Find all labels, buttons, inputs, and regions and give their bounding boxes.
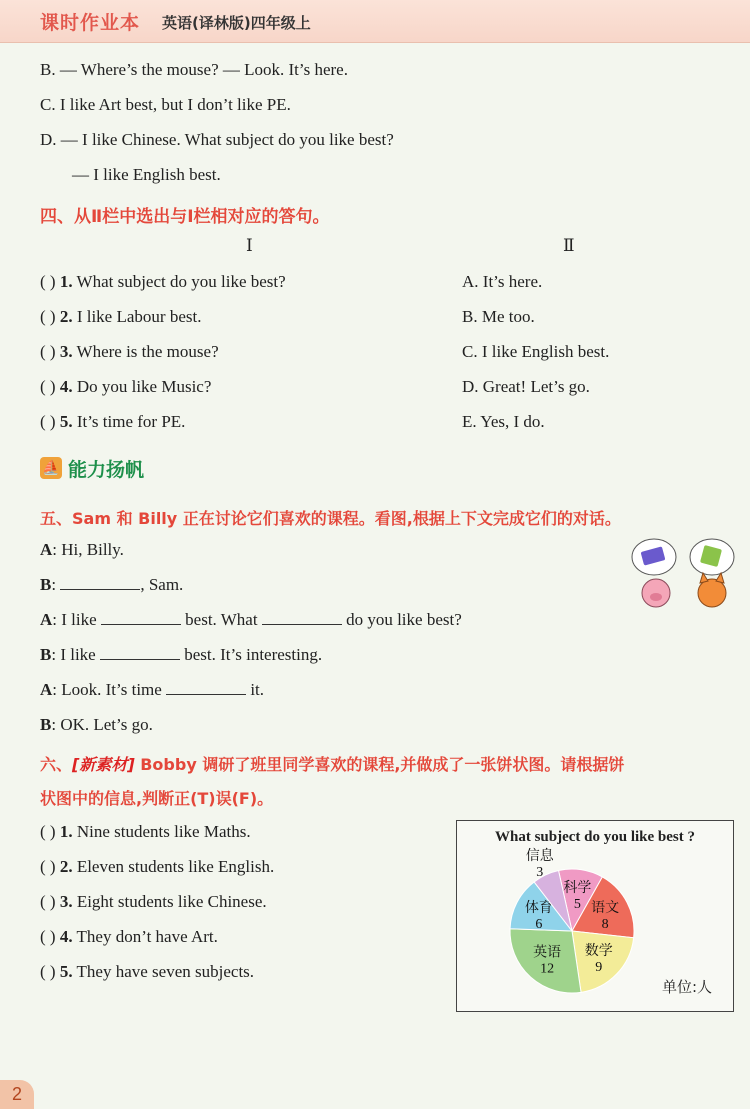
option-d-line1: D. — I like Chinese. What subject do you like best? xyxy=(40,130,394,149)
dialogue-text: best. What xyxy=(180,610,262,629)
answer-paren[interactable]: ( ) xyxy=(40,927,56,946)
sail-icon: ⛵ xyxy=(40,457,62,479)
section4-row xyxy=(40,342,219,362)
brand-title: 课时作业本 xyxy=(40,12,141,34)
statement-text: Eight students like Chinese. xyxy=(76,892,267,911)
answer-paren[interactable]: ( ) xyxy=(40,307,56,326)
pie-slice-2 xyxy=(572,931,634,992)
dialogue-text: : Look. It’s time xyxy=(52,680,167,699)
dialogue-line xyxy=(40,575,183,595)
speaker: A xyxy=(40,680,53,699)
speaker: B xyxy=(40,575,52,594)
section4-row xyxy=(40,307,201,327)
item-number: 5. xyxy=(59,412,73,431)
item-number: 4. xyxy=(59,377,73,396)
dialogue-line xyxy=(40,680,264,700)
section6-number: 六、 xyxy=(40,755,73,774)
cat-character xyxy=(698,579,726,607)
item-number: 1. xyxy=(59,822,73,841)
statement-text: They don’t have Art. xyxy=(76,927,218,946)
question-text: It’s time for PE. xyxy=(76,412,186,431)
statement-text: Eleven students like English. xyxy=(76,857,275,876)
item-number: 3. xyxy=(59,892,73,911)
section4-title: 四、从Ⅱ栏中选出与Ⅰ栏相对应的答句。 xyxy=(40,207,330,227)
item-number: 1. xyxy=(59,272,73,291)
ability-banner xyxy=(40,455,144,481)
fill-blank[interactable] xyxy=(262,623,342,625)
section4-row xyxy=(40,377,211,397)
answer-paren[interactable]: ( ) xyxy=(40,822,56,841)
answer-paren[interactable]: ( ) xyxy=(40,892,56,911)
dialogue-line xyxy=(40,715,153,735)
pie-label: 英语 xyxy=(533,944,562,961)
dialogue-text: : Hi, Billy. xyxy=(52,540,124,559)
answer-option: D. Great! Let’s go. xyxy=(462,377,590,396)
section6-title-line2: 状图中的信息,判断正(T)误(F)。 xyxy=(40,789,274,808)
dialogue-line xyxy=(40,610,462,630)
answer-paren[interactable]: ( ) xyxy=(40,412,56,431)
chart-title: What subject do you like best ? xyxy=(494,829,696,845)
pie-label: 语文 xyxy=(591,899,620,916)
dialogue-text: : xyxy=(51,575,61,594)
pie-value: 8 xyxy=(601,916,609,932)
question-text: I like Labour best. xyxy=(76,307,202,326)
dialogue-text: , Sam. xyxy=(140,575,184,594)
dialogue-text: best. It’s interesting. xyxy=(179,645,323,664)
book-subtitle: 英语(译林版)四年级上 xyxy=(162,14,311,32)
dialogue-text: it. xyxy=(246,680,265,699)
pie-value: 6 xyxy=(535,916,543,932)
dialogue-text: : I like xyxy=(52,610,101,629)
statement-text: Nine students like Maths. xyxy=(76,822,251,841)
pie-value: 3 xyxy=(536,865,544,881)
dialogue-text: : I like xyxy=(51,645,100,664)
item-number: 3. xyxy=(59,342,73,361)
pie-label: 数学 xyxy=(584,942,613,959)
answer-option: B. Me too. xyxy=(462,307,535,326)
dialogue-text: : OK. Let’s go. xyxy=(51,715,153,734)
section4-row xyxy=(40,272,286,292)
answer-option: A. It’s here. xyxy=(462,272,543,291)
option-d-line2: — I like English best. xyxy=(72,165,221,184)
option-b: B. — Where’s the mouse? — Look. It’s here. xyxy=(40,60,348,79)
fill-blank[interactable] xyxy=(100,658,180,660)
judge-row xyxy=(40,892,267,912)
pie-chart-box xyxy=(456,820,734,1012)
pie-label: 科学 xyxy=(563,880,592,897)
pie-value: 5 xyxy=(573,897,581,913)
answer-option: E. Yes, I do. xyxy=(462,412,545,431)
pie-label: 信息 xyxy=(525,848,554,865)
dialogue-text: do you like best? xyxy=(341,610,462,629)
pie-value: 12 xyxy=(540,961,555,977)
cartoon-illustration xyxy=(628,535,738,620)
fill-blank[interactable] xyxy=(60,588,140,590)
dialogue-line xyxy=(40,645,322,665)
judge-row xyxy=(40,857,274,877)
question-text: What subject do you like best? xyxy=(76,272,286,291)
speaker: A xyxy=(40,610,53,629)
speaker: A xyxy=(40,540,53,559)
judge-row xyxy=(40,962,254,982)
page-header xyxy=(0,0,750,43)
answer-option: C. I like English best. xyxy=(462,342,610,361)
item-number: 4. xyxy=(59,927,73,946)
answer-paren[interactable]: ( ) xyxy=(40,857,56,876)
speaker: B xyxy=(40,715,52,734)
answer-paren[interactable]: ( ) xyxy=(40,342,56,361)
judge-row xyxy=(40,927,218,947)
new-material-tag: [新素材] xyxy=(72,755,135,774)
page-number: 2 xyxy=(0,1080,34,1109)
pig-snout xyxy=(650,593,662,601)
fill-blank[interactable] xyxy=(101,623,181,625)
section6-title-text: Bobby 调研了班里同学喜欢的课程,并做成了一张饼状图。请根据饼 xyxy=(134,755,625,774)
speaker: B xyxy=(40,645,52,664)
dialogue-line xyxy=(40,540,124,560)
section4-row xyxy=(40,412,185,432)
question-text: Do you like Music? xyxy=(76,377,212,396)
answer-paren[interactable]: ( ) xyxy=(40,272,56,291)
section5-title: 五、Sam 和 Billy 正在讨论它们喜欢的课程。看图,根据上下文完成它们的对话。 xyxy=(40,509,621,528)
answer-paren[interactable]: ( ) xyxy=(40,962,56,981)
item-number: 2. xyxy=(59,857,73,876)
pie-value: 9 xyxy=(595,959,603,975)
pie-label: 体育 xyxy=(524,899,553,916)
section4-col2-header: Ⅱ xyxy=(563,236,575,255)
statement-text: They have seven subjects. xyxy=(76,962,255,981)
ability-label: 能力扬帆 xyxy=(68,458,145,481)
item-number: 2. xyxy=(59,307,73,326)
chart-unit: 单位:人 xyxy=(662,978,713,996)
item-number: 5. xyxy=(59,962,73,981)
section6-title-line1 xyxy=(40,752,624,775)
section4-col1-header: Ⅰ xyxy=(246,236,253,255)
option-c: C. I like Art best, but I don’t like PE. xyxy=(40,95,291,114)
answer-paren[interactable]: ( ) xyxy=(40,377,56,396)
judge-row xyxy=(40,822,251,842)
question-text: Where is the mouse? xyxy=(76,342,219,361)
fill-blank[interactable] xyxy=(166,693,246,695)
